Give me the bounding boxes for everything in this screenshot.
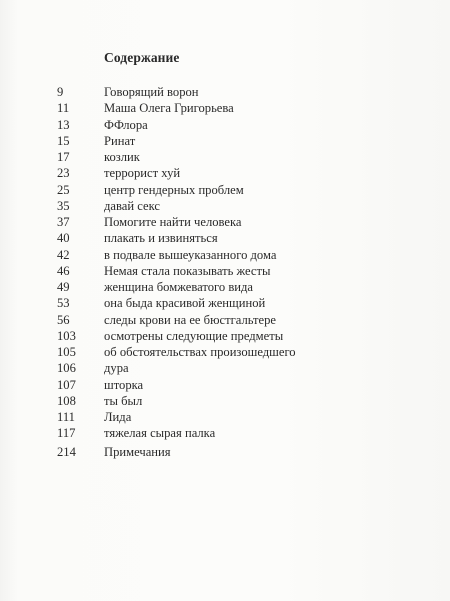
toc-page-number: 25 (57, 182, 70, 197)
toc-entry (57, 149, 417, 165)
toc-entry (57, 247, 417, 263)
toc-entry (57, 377, 417, 393)
toc-entry-title: Ринат (104, 133, 136, 148)
toc-entry-title: центр гендерных проблем (104, 182, 244, 197)
toc-entry-title: козлик (104, 150, 140, 164)
toc-entry (57, 133, 417, 149)
toc-page-number: 23 (57, 166, 70, 181)
toc-entry-title: террорист хуй (104, 166, 181, 181)
toc-entry-title: об обстоятельствах произошедшего (104, 345, 296, 359)
toc-entry-title: женщина бомжеватого вида (104, 280, 253, 294)
toc-entry (57, 409, 417, 425)
toc-entry-title: Говорящий ворон (104, 85, 199, 99)
toc-entry (57, 425, 417, 441)
toc-entry-title: ты был (104, 393, 143, 408)
toc-entry (57, 214, 417, 230)
toc-page-number: 49 (57, 280, 70, 294)
toc-entry-title: Маша Олега Григорьева (104, 101, 234, 116)
toc-entry-title: шторка (104, 377, 144, 392)
toc-page-number: 35 (57, 198, 70, 213)
toc-entry (57, 84, 417, 100)
toc-page-number: 37 (57, 215, 70, 229)
toc-page-number: 103 (57, 328, 76, 343)
toc-entry-title: ФФлора (104, 117, 148, 132)
toc-page-number: 108 (57, 393, 76, 408)
toc-entry-title: Лида (104, 410, 132, 424)
toc-entry (57, 295, 417, 311)
contents-heading: Содержание (104, 50, 180, 65)
toc-entry (57, 198, 417, 214)
toc-entry-title: осмотрены следующие предметы (104, 328, 284, 343)
toc-entry-title: Примечания (104, 445, 171, 459)
toc-entry (57, 360, 417, 376)
toc-entry-title: давай секс (104, 198, 160, 213)
toc-entry (57, 263, 417, 279)
toc-page-number: 46 (57, 263, 70, 278)
toc-entry-title: в подвале вышеуказанного дома (104, 247, 277, 262)
toc-entry (57, 393, 417, 409)
toc-entry (57, 312, 417, 328)
toc-entry (57, 230, 417, 246)
toc-page-number: 107 (57, 377, 76, 392)
toc-entry-title: дура (104, 361, 129, 376)
toc-page-number: 111 (57, 410, 75, 424)
toc-page-number: 42 (57, 247, 70, 262)
toc-entry (57, 165, 417, 181)
table-of-contents (57, 84, 417, 442)
toc-entry (57, 328, 417, 344)
toc-entry (57, 182, 417, 198)
toc-page-number: 106 (57, 361, 76, 376)
toc-entry-title: Помогите найти человека (104, 215, 242, 229)
toc-entry-title: Немая стала показывать жесты (104, 263, 271, 278)
toc-page-number: 117 (57, 426, 76, 441)
toc-entry-title: следы крови на ее бюстгальтере (104, 312, 276, 327)
toc-page-number: 53 (57, 296, 70, 311)
toc-page-number: 17 (57, 150, 70, 164)
toc-entry (57, 100, 417, 116)
toc-page-number: 105 (57, 345, 76, 359)
toc-entry (57, 117, 417, 133)
toc-page-number: 40 (57, 231, 70, 246)
toc-entry (57, 279, 417, 295)
toc-page-number: 15 (57, 133, 70, 148)
toc-entry-notes (57, 444, 171, 460)
toc-entry-title: она быда красивой женщиной (104, 296, 266, 311)
toc-entry-title: плакать и извиняться (104, 231, 218, 246)
toc-page-number: 13 (57, 117, 70, 132)
toc-page-number: 9 (57, 85, 64, 99)
toc-page-number: 11 (57, 101, 70, 116)
toc-page-number: 214 (57, 445, 76, 459)
toc-entry-title: тяжелая сырая палка (104, 426, 216, 441)
toc-entry (57, 344, 417, 360)
toc-page-number: 56 (57, 312, 70, 327)
